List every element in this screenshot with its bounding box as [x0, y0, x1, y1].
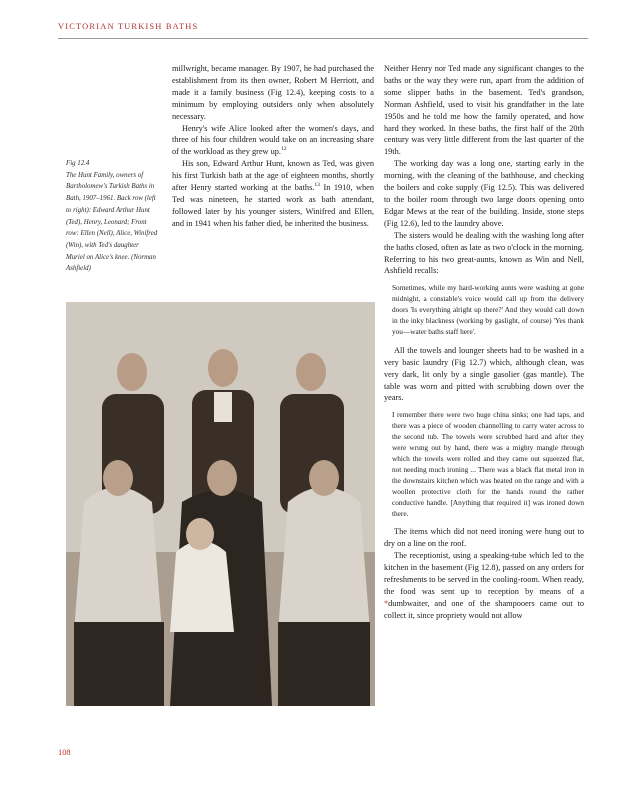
paragraph: The working day was a long one, starting early in the morning, with the cleaning of the bathhouse, and checking the boilers and coke supply (Fig 12.5). This was delivered to the boiler room through two large doors opening onto Edgar Mews at the rear of the building. Inside, stone steps (Fig 12.6), led to the laundry above.: [384, 159, 584, 228]
paragraph: The items which did not need ironing were hung out to dry on a line on the roof.: [384, 527, 584, 549]
text-column-right: [384, 63, 584, 622]
paragraph-text: dumbwaiter, and one of the shampooers came out to collect it, since propriety would not allow: [384, 598, 584, 620]
figure-caption: [66, 158, 158, 275]
page-number: 108: [58, 748, 71, 757]
paragraph: millwright, became manager. By 1907, he had purchased the establishment from its then owner, Robert M Herriott, and made it a family business (Fig 12.4), keeping costs to a minimum by employing outsiders only when absolutely necessary.: [172, 64, 374, 121]
paragraph: All the towels and lounger sheets had to be washed in a very basic laundry (Fig 12.7) which, although clean, was very dark, lit only by a single gasolier (gas mantle). The table was worn and pitted with scrubbing down over the years.: [384, 345, 584, 403]
paragraph: Neither Henry nor Ted made any significant changes to the baths or the way they were run, apart from the addition of some slipper baths in the basement. Ted's grandson, Norman Ashfield, used to visit his grandfather in the late 1950s and he told me how the family operated, and how hard they worked. In these baths, the first half of the 20th century was very little different from the last quarter of the 19th.: [384, 64, 584, 157]
family-photograph: [66, 302, 375, 706]
footnote-ref: 13: [314, 182, 320, 189]
paragraph: [172, 123, 374, 159]
header-rule: [58, 38, 588, 39]
paragraph: The sisters would be dealing with the washing long after the baths closed, often as late as two o'clock in the morning. Referring to his two great-aunts, known as Win and Nell, Ashfield recalls:: [384, 230, 584, 276]
paragraph: [384, 550, 584, 621]
glossary-marker: *: [384, 598, 389, 608]
paragraph-text: Henry's wife Alice looked after the women's days, and three of his four children would take on an increasing share of the workload as they grew up.: [172, 123, 374, 157]
paragraph-text: The receptionist, using a speaking-tube which led to the kitchen in the basement (Fig 12.8), passed on any orders for refreshments to be served in the cooling-room. When ready, the food was sent up to reception by means of a: [384, 551, 584, 596]
running-head: VICTORIAN TURKISH BATHS: [58, 22, 199, 31]
footnote-ref: 12: [280, 146, 287, 153]
paragraph: [172, 158, 374, 229]
text-column-left: [172, 63, 374, 230]
paragraph-text: In 1910, when Ted was nineteen, he started work as bath attendant, followed later by his younger sisters, Winifred and Ellen, and in 1941 when his father died, he inherited the business.: [172, 183, 374, 228]
caption-label: Fig 12.4: [66, 160, 90, 167]
block-quote: I remember there were two huge china sinks; one had taps, and there was a piece of wooden channelling to carry water across to the second tub. The towels were scrubbed hard and after they were wrung out by hand, there was a mighty mangle through which the towels were rolled and they came out squeezed flat, not needing much ironing ... There was a black flat metal iron in the downstairs kitchen which was heated on the range and with a woollen protective cloth for the hands round the rather conductive handle. [Anything that required it] was ironed down there.: [392, 410, 584, 518]
caption-text: The Hunt Family, owners of Bartholomew's Turkish Baths in Bath, 1907–1961. Back row (left to right): Edward Arthur Hunt (Ted), Henry, Leonard; Front row: Ellen (Nell), Alice, Winifred (Win), with Ted's daughter Muriel on Alice's knee. (Norman Ashfield): [66, 171, 158, 273]
block-quote: Sometimes, while my hard-working aunts were washing at gone midnight, a constable's voice would call up from the delivery doors 'Is everything alright up there?' And they would call down in the inky blackness (working by gaslight, of course) 'Yes thank you—water baths staff here'.: [392, 283, 584, 336]
paragraph-text: His son, Edward Arthur Hunt, known as Ted, was given his first Turkish bath at the age of eighteen months, shortly after Henry started working at the baths.: [172, 159, 374, 193]
